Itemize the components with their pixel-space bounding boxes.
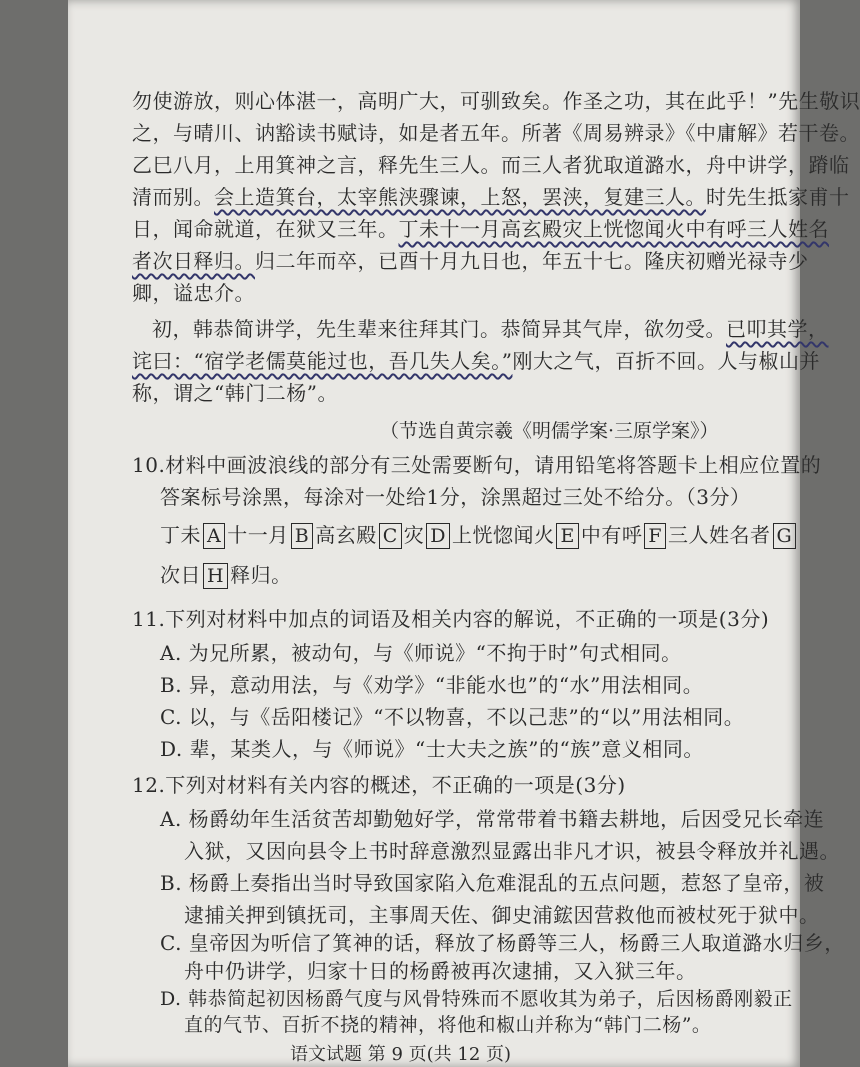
q12-option-d-line-1[interactable]: D. 韩恭简起初因杨爵气度与风骨特殊而不愿收其为弟子，后因杨爵刚毅正 [160,988,793,1010]
q10-break-line-2 [160,560,292,590]
answer-box-a[interactable]: A [203,523,225,549]
q10-stem-line-2: 答案标号涂黑，每涂对一处给1分，涂黑超过三处不给分。（3分） [160,485,751,509]
wavy-underlined-text: 者次日释归。 [132,249,255,273]
q11-option-b[interactable]: B. 异，意动用法，与《劝学》“非能水也”的“水”用法相同。 [160,673,704,697]
passage-text: 初，韩恭简讲学，先生辈来往拜其门。恭简异其气岸，欲勿受。 [152,317,726,341]
answer-box-e[interactable]: E [556,523,578,549]
passage-line-1: 勿使游放，则心体湛一，高明广大，可驯致矣。作圣之功，其在此乎！”先生敬识 [132,89,860,113]
q10-break-line [160,520,798,550]
q10-segment: 三人姓名者 [668,523,771,547]
passage-line-9 [132,346,820,376]
passage-line-3: 乙巳八月，上用箕神之言，释先生三人。而三人者犹取道潞水，舟中讲学，蹐临 [132,153,850,177]
passage-text: 清而别。 [132,185,214,209]
wavy-underlined-text: 已叩其学， [726,317,829,341]
q11-stem: 11.下列对材料中加点的词语及相关内容的解说，不正确的一项是(3分) [132,607,770,631]
q12-option-c-line-2[interactable]: 舟中仍讲学，归家十日的杨爵被再次逮捕，又入狱三年。 [184,959,697,983]
q12-option-a-line-1[interactable]: A. 杨爵幼年生活贫苦却勤勉好学，常常带着书籍去耕地，后因受兄长牵连 [160,807,825,831]
q10-segment: 丁未 [160,523,201,547]
q10-segment: 释归。 [230,563,292,587]
answer-box-c[interactable]: C [379,523,402,549]
passage-source: （节选自黄宗羲《明儒学案·三原学案》） [380,420,719,442]
passage-line-7: 卿，谥忠介。 [132,281,255,305]
q12-stem: 12.下列对材料有关内容的概述，不正确的一项是(3分) [132,773,626,797]
q12-option-a-line-2[interactable]: 入狱，又因向县令上书时辞意激烈显露出非凡才识，被县令释放并礼遇。 [184,839,840,863]
passage-text: 日，闻命就道，在狱又三年。 [132,217,399,241]
passage-text: 刚大之气，百折不回。人与椒山并 [512,349,820,373]
passage-line-4 [132,182,850,212]
passage-line-10: 称，谓之“韩门二杨”。 [132,381,338,405]
passage-line-8 [152,314,829,344]
wavy-underlined-text: 诧曰：“宿学老儒莫能过也，吾几失人矣。” [132,349,513,373]
q10-segment: 中有呼 [580,523,643,547]
q11-option-d[interactable]: D. 辈，某类人，与《师说》“士大夫之族”的“族”意义相同。 [160,737,704,761]
passage-line-6 [132,246,809,276]
answer-box-f[interactable]: F [644,523,666,549]
wavy-underlined-text: 会上造箕台，太宰熊浃骤谏，上怒，罢浃，复建三人。 [214,185,706,209]
q12-option-c-line-1[interactable]: C. 皇帝因为听信了箕神的话，释放了杨爵等三人，杨爵三人取道潞水归乡， [160,931,845,955]
answer-box-d[interactable]: D [426,523,450,549]
q10-stem-line-1: 10.材料中画波浪线的部分有三处需要断句，请用铅笔将答题卡上相应位置的 [132,453,822,477]
passage-line-2: 之，与晴川、讷豁读书赋诗，如是者五年。所著《周易辨录》《中庸解》若干卷。 [132,121,860,145]
q10-segment: 十一月 [227,523,289,547]
answer-box-g[interactable]: G [773,523,797,549]
answer-box-h[interactable]: H [203,563,228,589]
q12-option-b-line-1[interactable]: B. 杨爵上奏指出当时导致国家陷入危难混乱的五点问题，惹怒了皇帝，被 [160,871,825,895]
q10-segment: 高玄殿 [315,523,377,547]
wavy-underlined-text: 丁未十一月高玄殿灾上恍惚闻火中有呼三人姓名 [398,217,829,241]
q10-segment: 上恍惚闻火 [451,523,555,547]
q12-option-d-line-2[interactable]: 直的气节、百折不挠的精神，将他和椒山并称为“韩门二杨”。 [184,1014,712,1036]
q12-option-b-line-2[interactable]: 逮捕关押到镇抚司，主事周天佐、御史浦鋐因营救他而被杖死于狱中。 [184,903,820,927]
q11-option-c[interactable]: C. 以，与《岳阳楼记》“不以物喜，不以己悲”的“以”用法相同。 [160,705,745,729]
passage-text: 时先生抵家甫十 [706,185,850,209]
page-footer: 语文试题 第 9 页(共 12 页) [290,1044,512,1065]
q10-segment: 灾 [403,523,425,547]
q11-option-a[interactable]: A. 为兄所累，被动句，与《师说》“不拘于时”句式相同。 [160,641,682,665]
q10-segment: 次日 [160,563,201,587]
passage-text: 归二年而卒，已酉十月九日也，年五十七。隆庆初赠光禄寺少 [255,249,809,273]
answer-box-b[interactable]: B [291,523,313,549]
passage-line-5 [132,214,829,244]
